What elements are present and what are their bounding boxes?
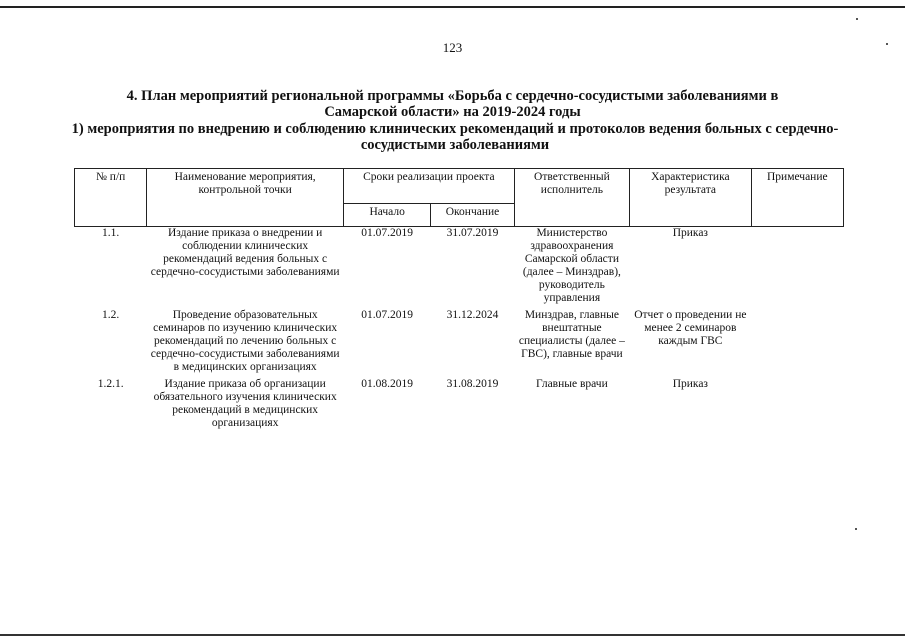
row-result: Приказ: [672, 227, 708, 239]
page-number: 123: [442, 40, 463, 55]
row-responsible: Главные врачи: [536, 378, 608, 390]
scan-speck: [886, 43, 888, 45]
row-num: 1.1.: [102, 227, 120, 239]
row-name: Издание приказа об организации обязательного изучения клинических рекомендаций в медицинских организациях: [153, 378, 337, 429]
row-responsible: Министерство здравоохранения Самарской области (далее – Минздрав), руководитель управления: [522, 227, 621, 304]
row-start: 01.07.2019: [361, 309, 414, 321]
document-title: 4. План мероприятий региональной программы «Борьба с сердечно-сосудистыми заболеваниями в Самарской области» на 2019-2024 годы: [126, 88, 779, 120]
table-row: [75, 309, 844, 378]
header-note: Примечание: [751, 169, 843, 227]
header-result: Характеристика результата: [630, 169, 751, 227]
table-row: [75, 227, 844, 310]
header-start: Начало: [344, 204, 431, 227]
scan-border-top: [0, 6, 905, 8]
row-result: Приказ: [672, 378, 708, 390]
header-end: Окончание: [431, 204, 514, 227]
header-responsible: Ответственный исполнитель: [514, 169, 629, 227]
header-name: Наименование мероприятия, контрольной точки: [147, 169, 344, 227]
table-row: [75, 378, 844, 434]
row-responsible: Минздрав, главные внештатные специалисты (далее – ГВС), главные врачи: [518, 309, 625, 360]
row-note: [751, 309, 843, 378]
scan-speck: [855, 528, 857, 530]
scan-border-bottom: [0, 634, 905, 636]
row-num: 1.2.: [102, 309, 120, 321]
row-end: 31.08.2019: [446, 378, 499, 390]
header-num: № п/п: [75, 169, 147, 227]
activities-table: [74, 168, 844, 434]
section-subtitle: 1) мероприятия по внедрению и соблюдению клинических рекомендаций и протоколов ведения больных с сердечно-сосудистыми заболеваниями: [71, 121, 839, 153]
scan-speck: [856, 18, 858, 20]
row-name: Издание приказа о внедрении и соблюдении клинических рекомендаций ведения больных с сердечно-сосудистыми заболеваниями: [150, 227, 340, 278]
row-start: 01.07.2019: [361, 227, 414, 239]
row-start: 01.08.2019: [361, 378, 414, 390]
row-name: Проведение образовательных семинаров по изучению клинических рекомендаций по лечению больных с сердечно-сосудистыми заболеваниями в медицинских организациях: [150, 309, 340, 373]
header-period: Сроки реализации проекта: [344, 169, 515, 204]
row-note: [751, 378, 843, 434]
row-num: 1.2.1.: [97, 378, 124, 390]
row-note: [751, 227, 843, 310]
row-result: Отчет о проведении не менее 2 семинаров каждым ГВС: [634, 309, 747, 347]
row-end: 31.12.2024: [446, 309, 499, 321]
row-end: 31.07.2019: [446, 227, 499, 239]
